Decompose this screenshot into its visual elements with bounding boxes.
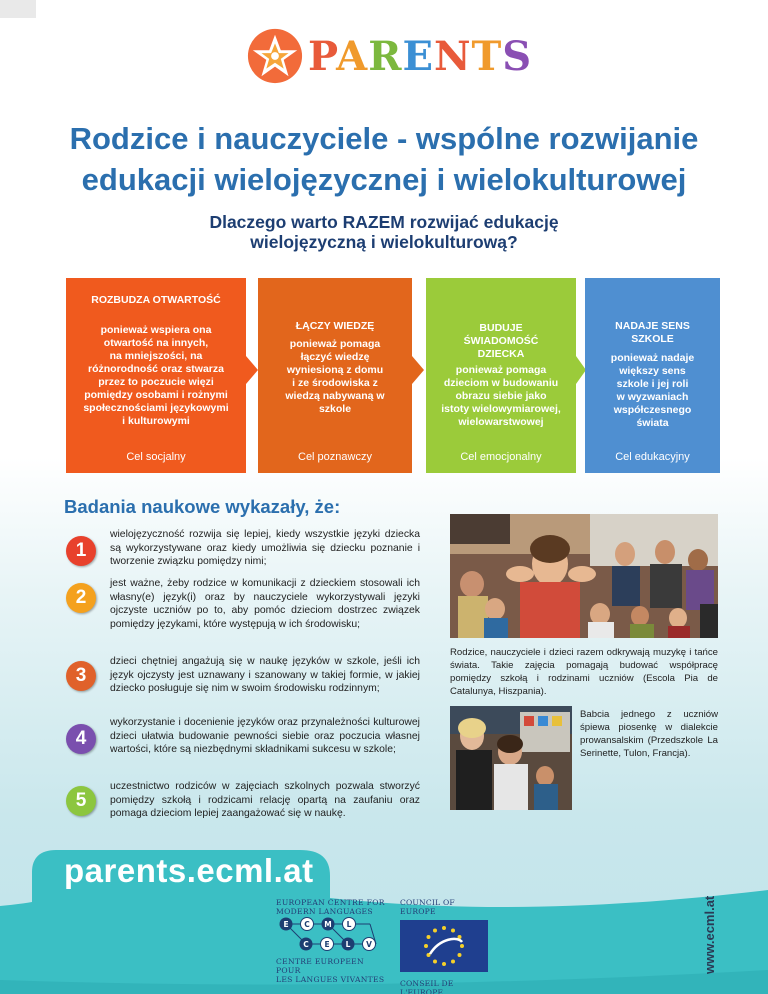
text-line: w wyzwaniach (616, 391, 689, 403)
number-badge: 4 (66, 724, 96, 754)
ecml-name-line: EUROPEAN CENTRE FOR (276, 898, 385, 907)
eu-stars-flag-icon (400, 920, 488, 972)
box-knowledge-goal: Cel poznawczy (298, 451, 372, 463)
poster-title (0, 118, 768, 200)
box-awareness (426, 278, 576, 473)
box-awareness-heading (426, 322, 576, 361)
finding-item-4 (66, 716, 420, 772)
finding-text: dzieci chętniej angażują się w naukę języków w szkole, jeśli ich język ojczysty jest uznawany i szanowany w takiej formie, w jakiej dziecko posługuje się nim w swoim środowisku rodzinnym; (110, 656, 420, 695)
text-line: społecznościami językowymi (83, 402, 229, 414)
box-knowledge-text (258, 338, 412, 416)
logo-letter: A (336, 32, 369, 80)
poster-subtitle (0, 212, 768, 252)
ecml-letter: L (345, 939, 351, 949)
photo-grandmother-singing-image (450, 706, 572, 810)
text-line: i kulturowymi (122, 415, 190, 427)
arrow-1-icon (246, 356, 258, 384)
text-line: większy sens (619, 365, 686, 377)
text-line: łączyć wiedzę (300, 351, 370, 363)
box-knowledge (258, 278, 412, 473)
box-meaning-heading (585, 320, 720, 346)
photo-music-dance-caption: Rodzice, nauczyciele i dzieci razem odkrywają muzykę i tańce świata. Takie zajęcia pomagają budować współpracę pomiędzy szkołą i rodzinami uczniów (Escola Pia de Catalunya, Hiszpania). (450, 647, 718, 697)
text-line: szkole i jej roli (616, 378, 689, 390)
title-line-2: edukacji wielojęzycznej i wielokulturowej (81, 162, 687, 197)
ecml-letter: E (283, 919, 289, 929)
ecml-letter: L (346, 919, 352, 929)
number-badge: 3 (66, 661, 96, 691)
heading-line: SZKOLE (631, 333, 674, 345)
corner-strip (0, 0, 36, 18)
ecml-name-line: LES LANGUES VIVANTES (276, 975, 385, 984)
box-awareness-text (426, 364, 576, 429)
text-line: ponieważ nadaje (610, 352, 695, 364)
text-line: wielowarstwowej (458, 416, 544, 428)
text-line: wyniesioną z domu (286, 364, 384, 376)
text-line: współczesnego (613, 404, 692, 416)
number-badge: 5 (66, 786, 96, 816)
photo-music-dance (450, 514, 718, 638)
finding-text: wielojęzyczność rozwija się lepiej, kiedy wszystkie języki dziecka są wykorzystywane oraz kiedy umożliwia się dziecku poznanie i tworzenie związku pomiędzy nimi; (110, 529, 420, 568)
text-line: wiedzą nabywaną w (285, 390, 385, 402)
parents-logo (246, 28, 532, 84)
logo-letter: N (433, 32, 472, 80)
heading-line: ŚWIADOMOŚĆ (463, 335, 539, 347)
ecml-logo (276, 898, 386, 984)
ecml-letter: M (324, 919, 332, 929)
box-awareness-goal: Cel emocjonalny (460, 451, 542, 463)
finding-item-1 (66, 528, 420, 576)
logo-letter: S (502, 32, 533, 80)
text-line: otwartość na innych, (103, 337, 209, 349)
research-heading: Badania naukowe wykazały, że: (64, 496, 341, 517)
text-line: ponieważ pomaga (289, 338, 381, 350)
text-line: dzieciom w budowaniu (443, 377, 559, 389)
website-url[interactable]: parents.ecml.at (64, 852, 314, 889)
title-line-1: Rodzice i nauczyciele - wspólne rozwijanie (69, 121, 699, 156)
finding-text: uczestnictwo rodziców w zajęciach szkolnych pozwala stworzyć pomiędzy szkołą i rodzicami relację opartą na zaufaniu oraz pomaga dzieciom lepiej zaangażować się w naukę. (110, 781, 420, 820)
text-line: szkole (318, 403, 352, 415)
subtitle-line-2: wielojęzyczną i wielokulturową? (250, 232, 518, 252)
text-line: przez to poczucie więzi (98, 376, 214, 388)
ecml-name-line: CENTRE EUROPEEN POUR (276, 957, 364, 975)
vertical-url[interactable]: www.ecml.at (702, 895, 717, 974)
box-openness-goal: Cel socjalny (126, 451, 186, 463)
text-line: obrazu siebie jako (455, 390, 547, 402)
finding-item-3 (66, 655, 420, 711)
ecml-letters-icon (276, 916, 386, 952)
text-line: istoty wielowymiarowej, (441, 403, 561, 415)
heading-line: BUDUJE (479, 322, 523, 334)
box-openness-text (66, 324, 246, 428)
photo-grandmother-caption: Babcia jednego z uczniów śpiewa piosenkę w dialekcie prowansalskim (Przedszkole La Serinette, Tulon, Francja). (580, 709, 718, 759)
box-meaning-text (585, 352, 720, 430)
text-line: ponieważ wspiera ona (100, 324, 212, 336)
box-knowledge-heading: ŁĄCZY WIEDZĘ (295, 320, 375, 332)
text-line: świata (636, 417, 669, 429)
logo-wordmark (308, 33, 532, 80)
heading-line: DZIECKA (477, 348, 525, 360)
ecml-name-line: MODERN LANGUAGES (276, 907, 373, 916)
finding-item-5 (66, 780, 420, 826)
number-badge: 1 (66, 536, 96, 566)
photo-music-dance-image (450, 514, 718, 638)
ecml-letter: V (366, 939, 372, 949)
box-openness (66, 278, 246, 473)
subtitle-line-1: Dlaczego warto RAZEM rozwijać edukację (209, 212, 559, 232)
photo-grandmother-singing (450, 706, 572, 810)
text-line: pomiędzy osobami i rożnymi (84, 389, 228, 401)
text-line: i ze środowiska z (292, 377, 378, 389)
logo-letter: E (402, 32, 434, 80)
logo-letter: T (471, 32, 503, 80)
finding-item-2 (66, 577, 420, 647)
text-line: różnorodność oraz stwarza (88, 363, 224, 375)
council-of-europe-logo (400, 898, 490, 994)
coe-name-fr: CONSEIL DE L'EUROPE (400, 979, 454, 994)
box-meaning (585, 278, 720, 473)
finding-text: jest ważne, żeby rodzice w komunikacji z dzieckiem stosowali ich własny(e) język(i) oraz by nauczyciele wykorzystywali języki ojczyste uczniów po to, aby pomóc dzieciom dostrzec związek pomiędzy językami, które występują w ich środowisku; (110, 578, 420, 630)
arrow-2-icon (412, 356, 424, 384)
finding-text: wykorzystanie i docenienie języków oraz przynależności kulturowej dzieci ułatwia budowanie pewności siebie oraz poczucia własnej wartości, które są niezbędnymi składnikami sukcesu w szkole; (110, 717, 420, 756)
box-meaning-goal: Cel edukacyjny (615, 451, 690, 463)
logo-letter: P (308, 32, 337, 80)
heading-line: NADAJE SENS (615, 320, 690, 332)
ecml-letter: C (303, 939, 309, 949)
logo-letter: R (368, 32, 403, 80)
number-badge: 2 (66, 583, 96, 613)
text-line: na mniejszości, na (109, 350, 203, 362)
ecml-letter: E (324, 939, 330, 949)
ecml-letter: C (304, 919, 310, 929)
box-openness-heading: ROZBUDZA OTWARTOŚĆ (91, 294, 221, 306)
coe-name-en: COUNCIL OF EUROPE (400, 898, 455, 916)
star-logo-icon (246, 27, 304, 85)
text-line: ponieważ pomaga (455, 364, 547, 376)
